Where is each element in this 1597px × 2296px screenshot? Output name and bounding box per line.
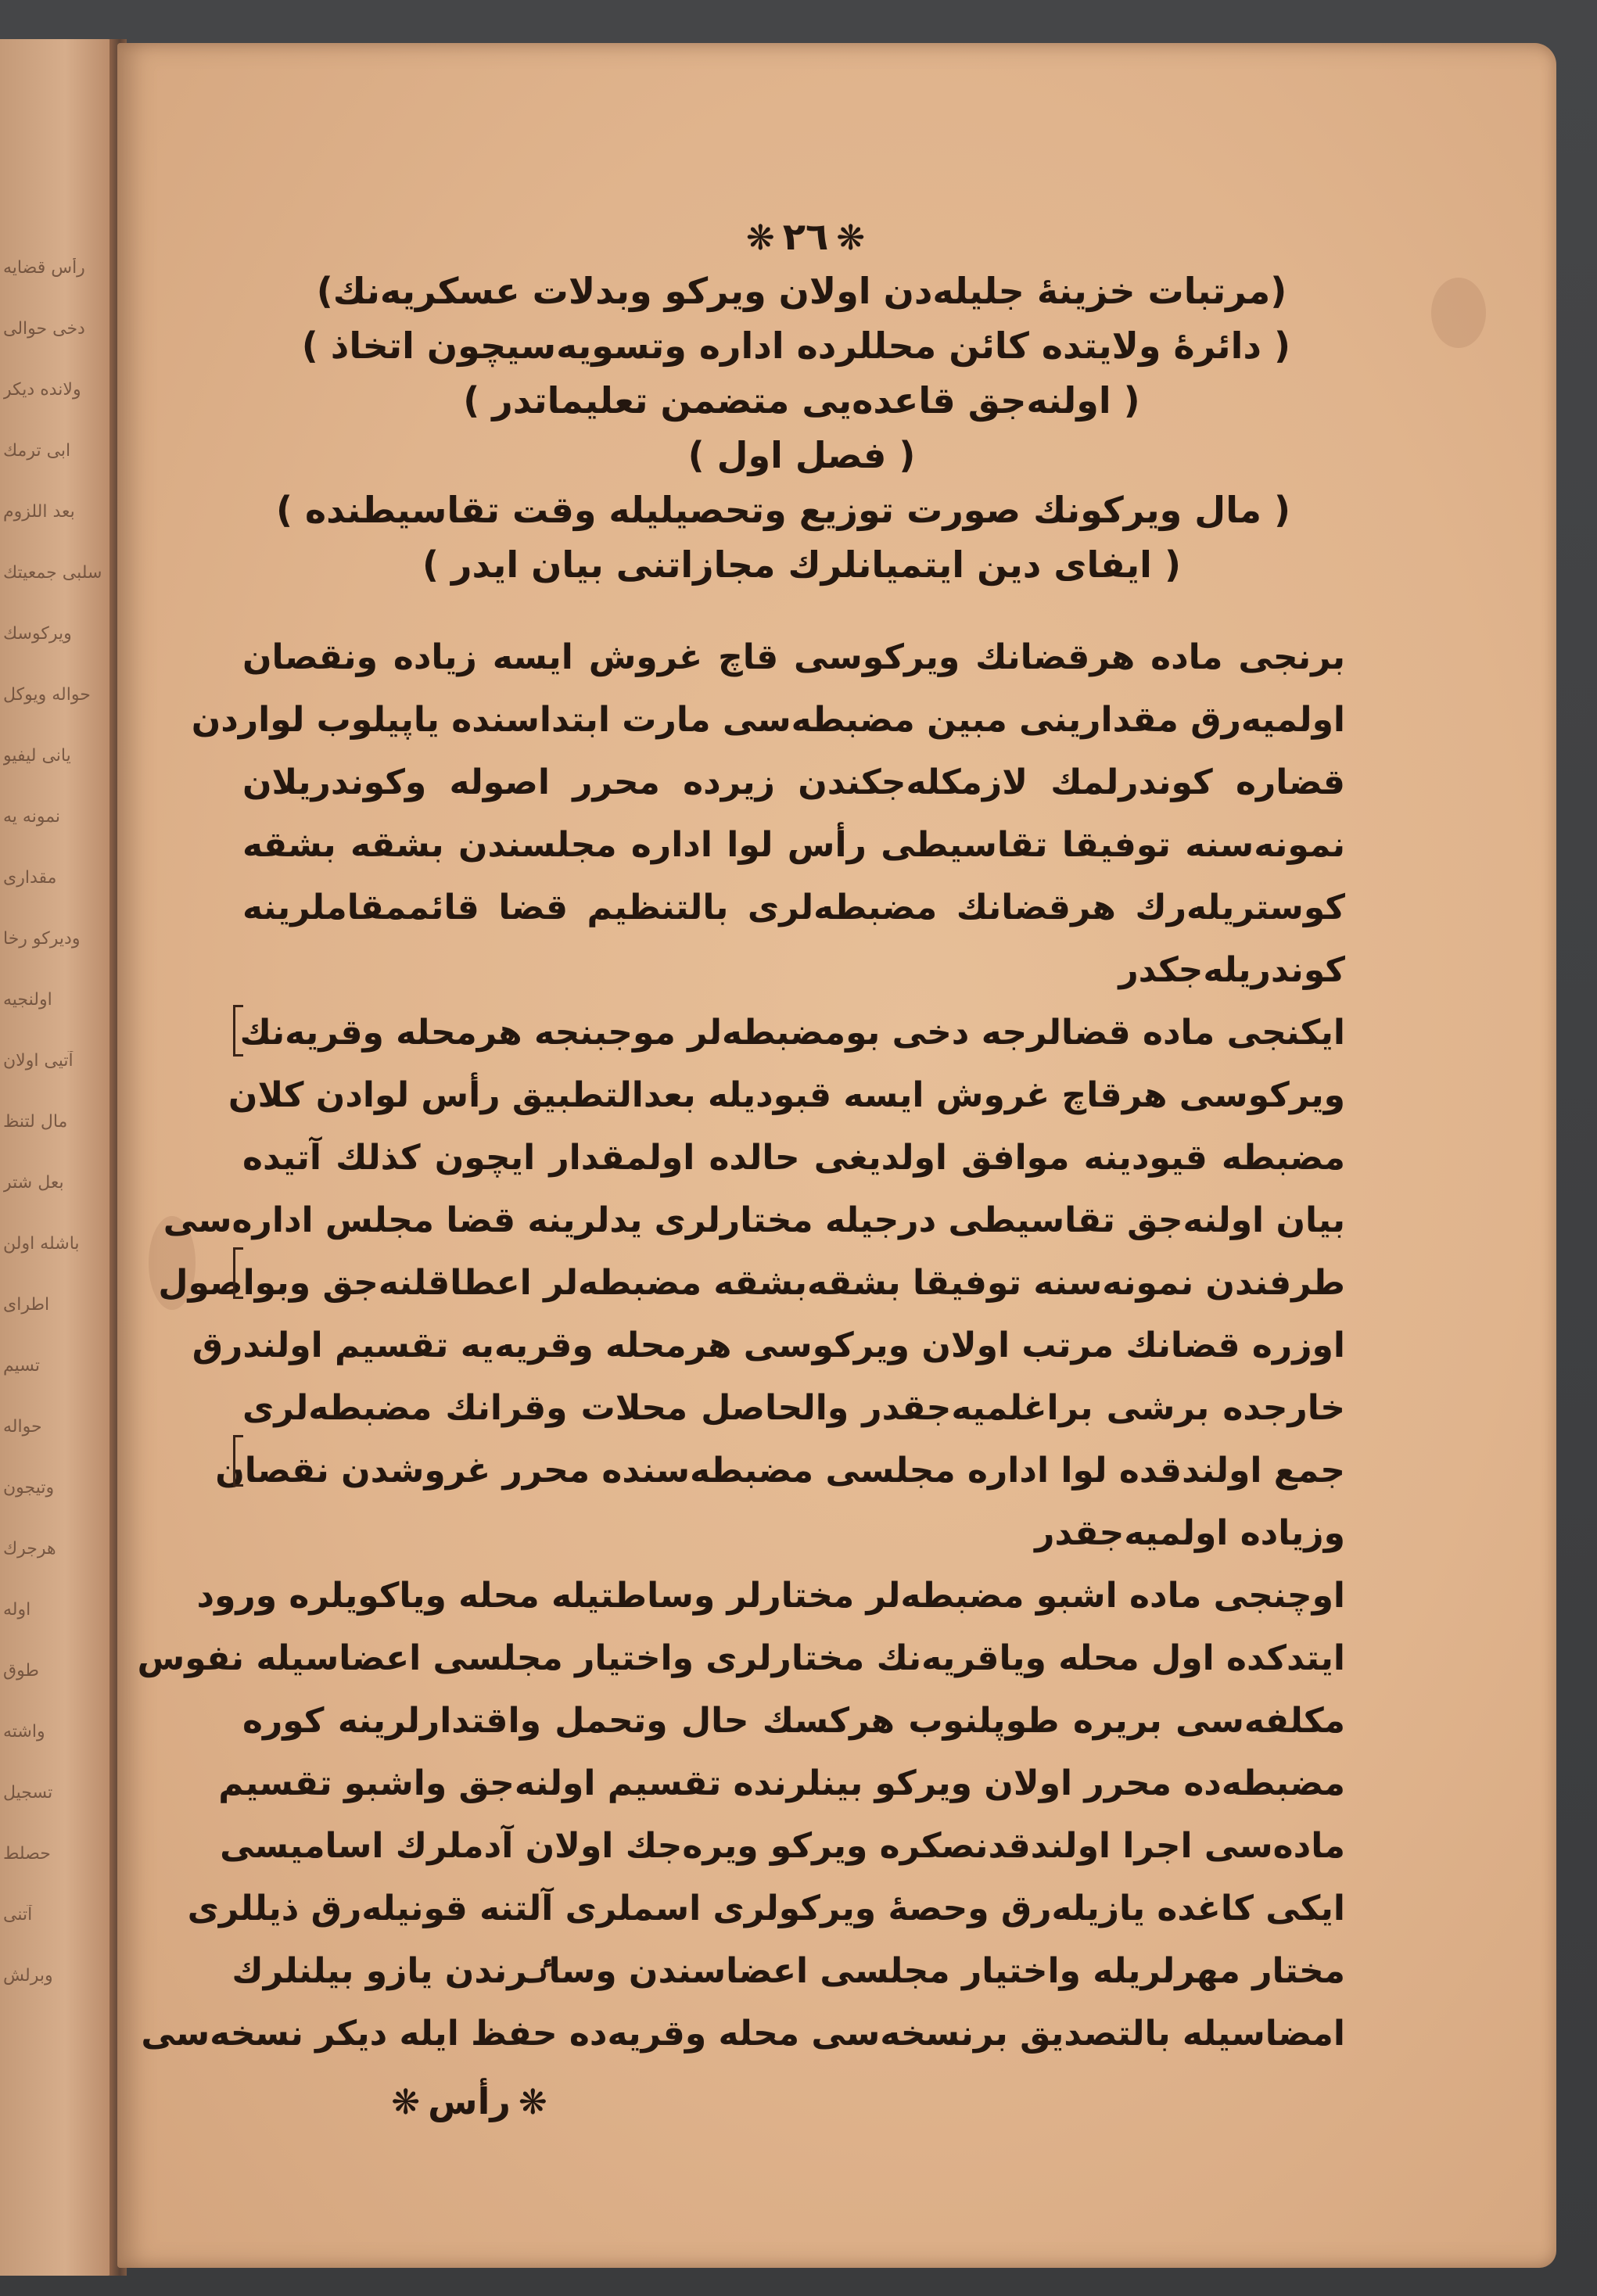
previous-page-text-fragment: وبرلش xyxy=(3,1966,53,1986)
text-line: مضبطه قيودينه موافق اولديغى حالده اولمقدار ايچون كذلك آتيده xyxy=(242,1138,1345,1178)
previous-page-text-fragment: آتيى اولان xyxy=(3,1051,74,1071)
previous-page-text-fragment: مقدارى xyxy=(3,868,57,888)
text-line: ايكنجى ماده قضالرجه دخى بومضبطه‌لر موجبنجه هرمحله وقريه‌نك xyxy=(239,1013,1345,1053)
text-line: كوندريله‌جكدر xyxy=(1118,950,1345,990)
text-line: ايكى كاغده يازيله‌رق وحصهٔ ويركولرى اسملرى آلتنه قونيله‌رق ذيللرى xyxy=(187,1889,1345,1928)
text-line: بيان اولنه‌جق تقاسيطى درجيله مختارلرى يدلرينه قضا مجلس اداره‌سى xyxy=(163,1200,1345,1240)
previous-page-text-fragment: يانى ليفيو xyxy=(3,746,71,766)
text-line: طرفندن نمونه‌سنه توفيقا بشقه‌بشقه مضبطه‌لر اعطاقلنه‌جق وبواصول xyxy=(158,1263,1345,1303)
heading-line: ( اولنه‌جق قاعده‌يى متضمن تعليماتدر ) xyxy=(463,379,1140,422)
previous-page-edge xyxy=(0,39,119,2276)
previous-page-text-fragment: ويركوسك xyxy=(3,624,72,644)
text-line: نمونه‌سنه توفيقا تقاسيطى رأس لوا اداره مجلسندن بشقه بشقه xyxy=(242,825,1345,865)
previous-page-text-fragment: هرجرك xyxy=(3,1539,56,1559)
text-line: مكلفه‌سى بريره طوپلنوب هركسك حال وتحمل واقتدارلرينه كوره xyxy=(242,1701,1345,1741)
previous-page-text-fragment: وديركو رخا xyxy=(3,929,81,949)
text-line: وزياده اولميه‌جقدر xyxy=(1035,1513,1345,1553)
catchword: رأس xyxy=(428,2080,511,2122)
text-line: مضبطه‌ده محرر اولان ويركو بينلرنده تقسيم اولنه‌جق واشبو تقسيم xyxy=(218,1763,1345,1803)
previous-page-text-fragment: رأس قضايه xyxy=(3,258,85,278)
ornament-icon: ❋ xyxy=(518,2083,547,2122)
previous-page-text-fragment: آتنى xyxy=(3,1905,33,1925)
text-line: ماده‌سى اجرا اولندقدنصكره ويركو ويره‌جك اولان آدملرك اساميسى xyxy=(220,1826,1345,1866)
text-line: كوستريله‌رك هرقضانك مضبطه‌لرى بالتنظيم قضا قائممقاملرينه xyxy=(242,888,1345,927)
previous-page-text-fragment: بعل شتر xyxy=(3,1173,64,1193)
page-number: ٢٦ xyxy=(782,215,829,259)
text-line: اوزره قضانك مرتب اولان ويركوسى هرمحله وقريه‌يه تقسيم اولندرق xyxy=(192,1326,1345,1365)
text-line: جمع اولندقده لوا اداره مجلسى مضبطه‌سنده محرر غروشدن نقصان xyxy=(215,1451,1345,1491)
previous-page-text-fragment: اطراى xyxy=(3,1295,50,1315)
text-line: اوچنجى ماده اشبو مضبطه‌لر مختارلر وساطتيله محله وياكويلره ورود xyxy=(196,1576,1345,1616)
previous-page-text-fragment: اولنجيه xyxy=(3,990,52,1010)
text-line: خارجده برشى براغلميه‌جقدر والحاصل محلات وقرانك مضبطه‌لرى xyxy=(242,1388,1345,1428)
text-line: قضاره كوندرلمك لازمكله‌جكندن زيرده محرر اصوله وكوندريلان xyxy=(242,762,1345,802)
previous-page-text-fragment: نمونه يه xyxy=(3,807,61,827)
margin-bracket xyxy=(233,1005,243,1057)
page-number-line xyxy=(626,215,985,259)
text-line: امضاسيله بالتصديق برنسخه‌سى محله وقريه‌ده حفظ ايله ديكر نسخه‌سى xyxy=(141,2014,1345,2054)
previous-page-text-fragment: اوله xyxy=(3,1600,31,1620)
previous-page-text-fragment: وتيجون xyxy=(3,1478,55,1498)
ornament-icon: ❋ xyxy=(391,2083,421,2122)
previous-page-text-fragment: حصلط xyxy=(3,1844,51,1864)
book-page xyxy=(117,43,1556,2268)
text-line: ويركوسى هرقاچ غروش ايسه قبوديله بعدالتطبيق رأس لوادن كلان xyxy=(228,1075,1345,1115)
paper-stain xyxy=(1431,278,1486,348)
previous-page-text-fragment: تسيم xyxy=(3,1356,41,1376)
previous-page-text-fragment: ابى ترمك xyxy=(3,441,71,461)
previous-page-text-fragment: تسجيل xyxy=(3,1783,53,1803)
previous-page-text-fragment: دخى حوالى xyxy=(3,319,85,339)
previous-page-text-fragment: سلبى جمعيتك xyxy=(3,563,102,583)
text-line: اولميه‌رق مقدارينى مبين مضبطه‌سى مارت ابتداسنده ياپيلوب لواردن xyxy=(191,700,1345,740)
text-line: ايتدكده اول محله وياقريه‌نك مختارلرى واختيار مجلسى اعضاسيله نفوس xyxy=(137,1638,1345,1678)
heading-line: ( دائرهٔ ولايتده كائن محللرده اداره وتسويه‌سيچون اتخاذ ) xyxy=(301,325,1290,367)
catchword-line xyxy=(352,2080,587,2122)
heading-line: (مرتبات خزينهٔ جليله‌دن اولان ويركو وبدلات عسكريه‌نك) xyxy=(316,270,1287,312)
margin-bracket xyxy=(233,1435,243,1487)
ornament-icon: ❋ xyxy=(745,218,775,258)
previous-page-text-fragment: واشته xyxy=(3,1722,45,1742)
text-line: برنجى ماده هرقضانك ويركوسى قاچ غروش ايسه زياده ونقصان xyxy=(242,637,1345,677)
previous-page-text-fragment: حواله ويوكل xyxy=(3,685,91,705)
previous-page-text-fragment: ولانده ديكر xyxy=(3,380,81,400)
previous-page-text-fragment: بعد اللزوم xyxy=(3,502,75,522)
previous-page-text-fragment: طوق xyxy=(3,1661,39,1681)
chapter-title: ( فصل اول ) xyxy=(687,434,916,476)
previous-page-text-fragment: باشله اولن xyxy=(3,1234,80,1254)
heading-line: ( ايفاى دين ايتميانلرك مجازاتنى بيان ايدر ) xyxy=(422,544,1181,586)
margin-bracket xyxy=(233,1247,243,1299)
heading-line: ( مال ويركونك صورت توزيع وتحصيليله وقت تقاسيطنده ) xyxy=(275,489,1290,531)
previous-page-text-fragment: حواله xyxy=(3,1417,42,1437)
ornament-icon: ❋ xyxy=(836,218,866,258)
previous-page-text-fragment: مال لتنظ xyxy=(3,1112,68,1132)
text-line: مختار مهرلريله واختيار مجلسى اعضاسندن وساٸرندن يازو بيلنلرك xyxy=(231,1951,1345,1991)
